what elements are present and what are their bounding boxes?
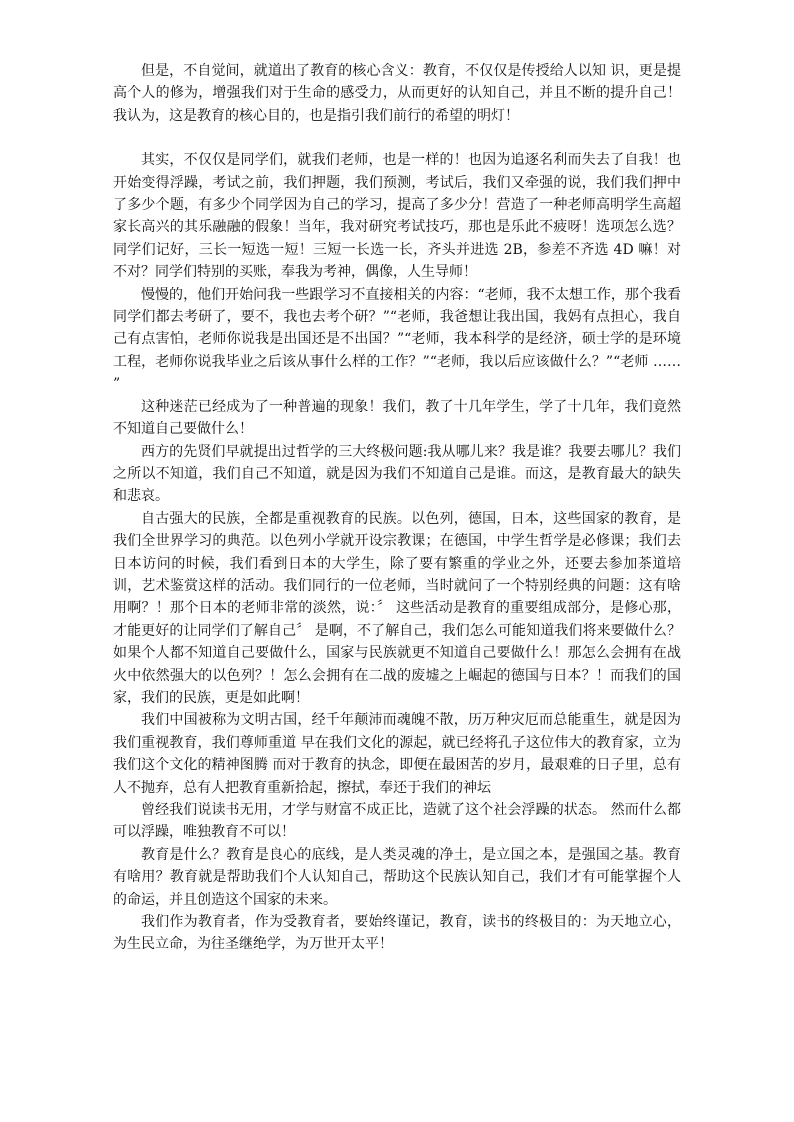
paragraph-philosophy-questions: 西方的先贤们早就提出过哲学的三大终极问题:我从哪儿来？我是谁？我要去哪儿？我们之所以不知道，我们自己不知道，就是因为我们不知道自己是谁。而这，是教育最大的缺失和悲哀。 (113, 443, 681, 505)
paragraph-core-meaning: 但是，不自觉间，就道出了教育的核心含义：教育，不仅仅是传授给人以知 识，更是提高个人的修为，增强我们对于生命的感受力，从而更好的认知自己，并且不断的提升自己！我认为，这是教育的核心目的，也是指引我们前行的希望的明灯！ (113, 63, 681, 124)
paragraph-confusion: 这种迷茫已经成为了一种普遍的现象！我们，教了十几年学生，学了十几年，我们竟然不知道自己要做什么！ (113, 398, 681, 438)
paragraph-ultimate-purpose: 我们作为教育者，作为受教育者，要始终谨记，教育，读书的终极目的：为天地立心，为生民立命，为往圣继绝学，为万世开太平！ (113, 914, 681, 953)
document-page (113, 60, 681, 956)
paragraph-strong-nations: 自古强大的民族，全都是重视教育的民族。以色列，德国，日本，这些国家的教育，是我们全世界学习的典范。以色列小学就开设宗教课；在德国，中学生哲学是必修课；我们去日本访问的时候，我们看到日本的大学生，除了要有繁重的学业之外，还要去参加茶道培训，艺术鉴赏这样的活动。我们同行的一位老师，当时就问了一个特别经典的问题：这有啥用啊？！那个日本的老师非常的淡然，说：〞 这些活动是教育的重要组成部分，是修心那，才能更好的让同学们了解自己〞 是啊，不了解自己，我们怎么可能知道我们将来要做什么？如果个人都不知道自己要做什么，国家与民族就更不知道自己要做什么！那怎么会拥有在战火中依然强大的以色列？！怎么会拥有在二战的废墟之上崛起的德国与日本？！而我们的国家，我们的民族，更是如此啊！ (113, 510, 681, 706)
paragraph-spacer (113, 127, 681, 149)
paragraph-student-questions: 慢慢的，他们开始问我一些跟学习不直接相关的内容：“老师，我不太想工作，那个我看同学们都去考研了，要不，我也去考个研？”“老师，我爸想让我出国，我妈有点担心，我自己有点害怕，老师你说我是出国还是不出国？”“老师，我本科学的是经济，硕士学的是环境工程，老师你说我毕业之后该从事什么样的工作？”“老师，我以后应该做什么？”“老师 …… ” (113, 286, 681, 393)
paragraph-impetuous-society: 曾经我们说读书无用，才学与财富不成正比，造就了这个社会浮躁的状态。 然而什么都可以浮躁，唯独教育不可以！ (113, 802, 681, 841)
paragraph-what-is-education: 教育是什么？教育是良心的底线，是人类灵魂的净土，是立国之本，是强国之基。教育有啥用？教育就是帮助我们个人认知自己，帮助这个民族认知自己，我们才有可能掌握个人的命运，并且创造这个国家的未来。 (113, 846, 681, 908)
paragraph-china-civilization: 我们中国被称为文明古国，经千年颠沛而魂魄不散，历万种灾厄而总能重生，就是因为我们重视教育，我们尊师重道 早在我们文化的源起，就已经将孔子这位伟大的教育家，立为我们这个文化的精神图腾 而对于教育的执念，即便在最困苦的岁月，最艰难的日子里，总有人不抛弃，总有人把教育重新拾起，擦拭，奉还于我们的神坛 (113, 712, 681, 796)
paragraph-teachers-impetuous: 其实，不仅仅是同学们，就我们老师，也是一样的！也因为追逐名利而失去了自我！也开始变得浮躁，考试之前，我们押题，我们预测，考试后，我们又牵强的说，我们我们押中了多少个题，有多少个同学因为自己的学习，提高了多少分！营造了一种老师高明学生高超家长高兴的其乐融融的假象！当年，我对研究考试技巧，那也是乐此不疲呀！选项怎么选？同学们记好，三长一短选一短！三短一长选一长，齐头并进选 2B，参差不齐选 4D 嘛！对不对？同学们特别的买账，奉我为考神，偶像，人生导师！ (113, 152, 681, 281)
